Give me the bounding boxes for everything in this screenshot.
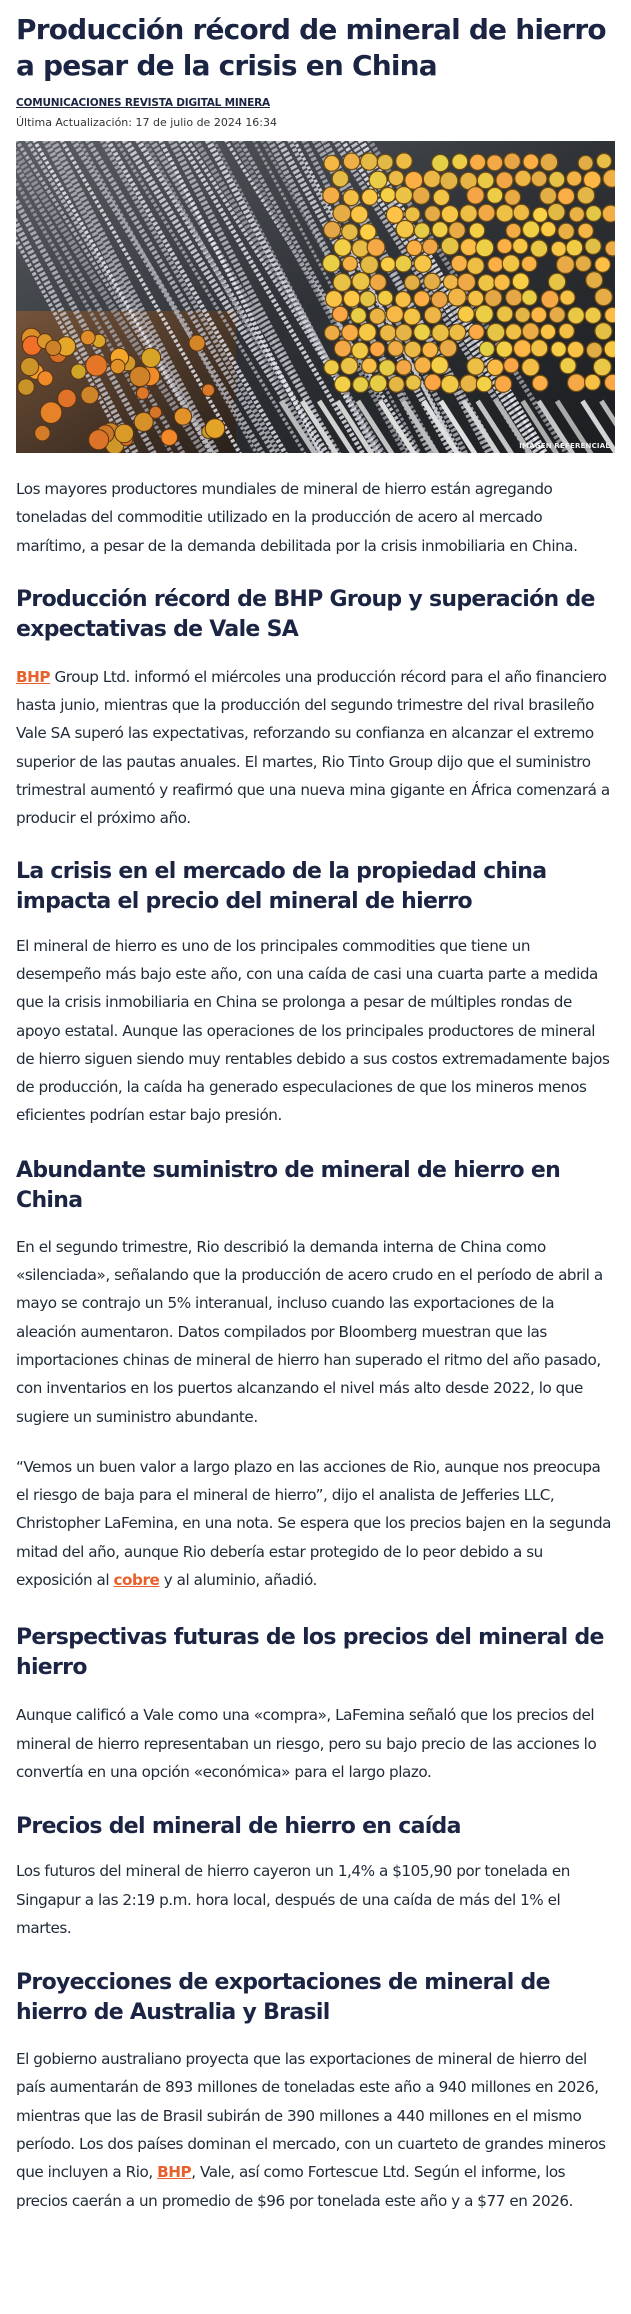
- hero-image-rebar: [16, 141, 615, 453]
- rebar-end: [81, 330, 96, 345]
- rebar-end: [548, 273, 565, 290]
- rebar-end: [111, 359, 125, 373]
- rebar-end: [522, 290, 538, 306]
- rebar-end: [343, 290, 360, 307]
- rebar-end: [174, 408, 191, 425]
- rebar-end: [605, 307, 615, 322]
- rebar-end: [497, 239, 512, 254]
- intro-paragraph: Los mayores productores mundiales de mineral de hierro están agregando toneladas del commoditie utilizado en la producción de acero al mercado marítimo, a pesar de la demanda debilitada por la crisis inmobiliaria en China.: [16, 480, 578, 555]
- rebar-end: [460, 239, 477, 256]
- rebar-end: [351, 308, 367, 324]
- rebar-end: [586, 272, 603, 289]
- rebar-end: [404, 308, 421, 325]
- rebar-end: [533, 207, 548, 222]
- rebar-end: [323, 187, 340, 204]
- rebar-end: [577, 187, 594, 204]
- rebar-end: [326, 291, 343, 308]
- rebar-end: [585, 307, 601, 323]
- rebar-end: [602, 205, 615, 222]
- rebar-end: [595, 257, 611, 273]
- rebar-end: [149, 406, 161, 418]
- rebar-end: [395, 324, 412, 341]
- rebar-end: [441, 237, 459, 255]
- bhp-link[interactable]: BHP: [157, 2163, 192, 2182]
- rebar-end: [448, 288, 466, 306]
- image-caption: IMAGEN REFERENCIAL: [519, 442, 610, 450]
- rebar-end: [540, 324, 555, 339]
- rebar-end: [532, 375, 548, 391]
- rebar-end: [569, 207, 584, 222]
- rebar-end: [504, 358, 519, 373]
- rebar-end: [485, 289, 502, 306]
- rebar-end: [370, 342, 385, 357]
- rebar-end: [451, 255, 467, 271]
- rebar-end: [467, 358, 484, 375]
- rebar-end: [351, 206, 368, 223]
- rebar-end: [506, 223, 521, 238]
- rebar-end: [405, 207, 420, 222]
- rebar-end: [395, 186, 412, 203]
- rebar-end: [360, 224, 376, 240]
- rebar-end: [405, 341, 422, 358]
- rebar-end: [531, 340, 548, 357]
- rebar-end: [567, 374, 585, 392]
- rebar-end: [515, 307, 530, 322]
- article-title: Producción récord de mineral de hierro a pesar de la crisis en China: [16, 13, 606, 82]
- rebar-end: [460, 375, 477, 392]
- rebar-end: [531, 171, 547, 187]
- rebar-end: [379, 360, 395, 376]
- rebar-end: [406, 375, 421, 390]
- rebar-end: [431, 356, 448, 373]
- rebar-end: [358, 323, 376, 341]
- rebar-end: [367, 238, 385, 256]
- rebar-end: [369, 171, 387, 189]
- rebar-end: [522, 221, 539, 238]
- rebar-end: [595, 323, 612, 340]
- rebar-end: [388, 341, 404, 357]
- rebar-end: [512, 273, 529, 290]
- rebar-end: [362, 358, 377, 373]
- rebar-end: [560, 290, 575, 305]
- rebar-end: [424, 307, 441, 324]
- rebar-end: [360, 291, 376, 307]
- rebar-end: [443, 274, 458, 289]
- rebar-end: [35, 425, 50, 440]
- rebar-end: [440, 172, 458, 190]
- rebar-end: [549, 171, 565, 187]
- quote-paragraph: [16, 1453, 615, 1594]
- rebar-end: [556, 256, 574, 274]
- rebar-end: [425, 206, 441, 222]
- rebar-end: [605, 241, 615, 256]
- rebar-end: [551, 241, 566, 256]
- section-heading: Abundante suministro de mineral de hierro en China: [16, 1157, 561, 1213]
- section-paragraph: Aunque calificó a Vale como una «compra», LaFemina señaló que los precios del mineral de hierro representaban un riesgo, pero su bajo precio de las acciones lo convertía en una opción «económica» para el largo plazo.: [16, 1706, 597, 1781]
- rebar-end: [559, 323, 574, 338]
- rebar-end: [415, 357, 431, 373]
- rebar-end: [530, 240, 547, 257]
- rebar-end: [475, 305, 493, 323]
- rebar-end: [422, 239, 437, 254]
- bhp-link[interactable]: BHP: [16, 667, 51, 686]
- paragraph-text: El gobierno australiano proyecta que las exportaciones de mineral de hierro del país aumentarán de 893 millones de toneladas este año a 940 millones en 2026, mientras que las de Brasil subirán de 390 millones a 440 millones en el mismo período. Los dos países dominan el mercado, con un cuarteto de grandes mineros que incluyen a Rio,: [16, 2050, 606, 2182]
- rebar-end: [136, 387, 149, 400]
- rebar-end: [115, 424, 134, 443]
- rebar-end: [86, 355, 107, 376]
- section-paragraph: Los futuros del mineral de hierro cayeron un 1,4% a $105,90 por tonelada en Singapur a las 2:19 p.m. hora local, después de una caída de más del 1% el martes.: [16, 1862, 570, 1937]
- rebar-end: [71, 364, 86, 379]
- rebar-end: [496, 341, 512, 357]
- rebar-end: [370, 274, 386, 290]
- rebar-end: [424, 273, 441, 290]
- updated-date: Última Actualización: 17 de julio de 2024 16:34: [16, 116, 278, 129]
- rebar-end: [496, 172, 513, 189]
- rebar-end: [603, 170, 615, 188]
- rebar-end: [470, 154, 486, 170]
- rebar-end: [467, 187, 484, 204]
- rebar-end: [46, 340, 61, 355]
- rebar-end: [18, 379, 35, 396]
- rebar-end: [413, 187, 430, 204]
- rebar-end: [478, 274, 495, 291]
- rebar-end: [414, 324, 431, 341]
- rebar-end: [505, 189, 521, 205]
- rebar-end: [324, 360, 339, 375]
- rebar-end: [476, 239, 494, 257]
- rebar-end: [324, 221, 341, 238]
- rebar-end: [360, 256, 378, 274]
- rebar-end: [441, 375, 459, 393]
- section-heading: Perspectivas futuras de los precios del mineral de hierro: [16, 1625, 604, 1681]
- rebar-end: [432, 324, 449, 341]
- rebar-end: [496, 204, 513, 221]
- rebar-end: [353, 377, 369, 393]
- rebar-end: [423, 170, 440, 187]
- rebar-end: [432, 222, 448, 238]
- rebar-end: [551, 342, 566, 357]
- rebar-end: [487, 323, 505, 341]
- rebar-end: [476, 376, 492, 392]
- rebar-end: [558, 223, 574, 239]
- rebar-end: [488, 257, 503, 272]
- rebar-end: [40, 402, 62, 424]
- rebar-end: [540, 153, 558, 171]
- rebar-end: [342, 324, 359, 341]
- paragraph-text: , Vale, así como Fortescue Ltd. Según el informe, los precios caerán a un promedio de $96 por tonelada este año y a $77 en 2026.: [16, 2163, 574, 2210]
- rebar-end: [431, 291, 447, 307]
- rebar-end: [605, 374, 615, 390]
- rebar-end: [494, 274, 510, 290]
- rebar-end: [506, 289, 523, 306]
- section-heading: Proyecciones de exportaciones de mineral de hierro de Australia y Brasil: [16, 1970, 550, 2026]
- rebar-end: [487, 187, 503, 203]
- rebar-end: [389, 376, 405, 392]
- rebar-end: [585, 238, 601, 254]
- rebar-end: [352, 272, 370, 290]
- rebar-end: [586, 206, 602, 222]
- rebar-end: [380, 325, 396, 341]
- rebar-end: [333, 204, 351, 222]
- cobre-link[interactable]: cobre: [113, 1571, 160, 1590]
- rebar-end: [514, 340, 532, 358]
- rebar-end: [523, 154, 539, 170]
- rebar-end: [202, 384, 214, 396]
- rebar-end: [586, 342, 602, 358]
- rebar-end: [386, 206, 403, 223]
- rebar-end: [362, 189, 378, 205]
- rebar-end: [378, 290, 393, 305]
- rebar-end: [343, 153, 359, 169]
- rebar-end: [334, 340, 351, 357]
- rebar-end: [595, 288, 613, 306]
- rebar-end: [578, 223, 593, 238]
- rebar-end: [449, 222, 466, 239]
- rebar-end: [477, 172, 494, 189]
- rebar-end: [161, 429, 177, 445]
- rebar-end: [515, 170, 531, 186]
- rebar-end: [380, 257, 395, 272]
- rebar-end: [395, 292, 411, 308]
- rebar-end: [558, 188, 575, 205]
- rebar-end: [333, 274, 351, 292]
- rebar-end: [495, 376, 512, 393]
- rebar-end: [141, 348, 160, 367]
- rebar-end: [189, 335, 205, 351]
- section-paragraph: [16, 2045, 615, 2215]
- rebar-end: [497, 306, 513, 322]
- rebar-end: [560, 358, 576, 374]
- rebar-end: [396, 220, 414, 238]
- rebar-end: [21, 358, 39, 376]
- rebar-end: [334, 239, 351, 256]
- rebar-end: [370, 375, 387, 392]
- rebar-end: [342, 224, 358, 240]
- rebar-end: [460, 205, 477, 222]
- rebar-end: [548, 203, 565, 220]
- rebar-end: [89, 430, 109, 450]
- rebar-end: [414, 291, 430, 307]
- rebar-end: [422, 342, 438, 358]
- rebar-end: [468, 290, 484, 306]
- rebar-end: [549, 307, 565, 323]
- rebar-end: [205, 419, 225, 439]
- rebar-end: [342, 256, 357, 271]
- rebar-end: [578, 155, 593, 170]
- rebar-end: [469, 324, 484, 339]
- rebar-end: [404, 275, 419, 290]
- section-paragraph: En el segundo trimestre, Rio describió la demanda interna de China como «silenciada», señalando que la producción de acero crudo en el período de abril a mayo se contrajo un 5% interanual, incluso cuando las exportaciones de la aleación aumentaron. Datos compilados por Bloomberg muestran que las importaciones chinas de mineral de hierro han superado el ritmo del año pasado, con inventarios en los puertos alcanzando el nivel más alto desde 2022, lo que sugiere un suministro abundante.: [16, 1237, 603, 1426]
- rebar-end: [541, 290, 559, 308]
- rebar-end: [332, 171, 348, 187]
- rebar-end: [521, 256, 537, 272]
- rebar-end: [425, 374, 442, 391]
- rebar-end: [585, 374, 601, 390]
- rebar-end: [340, 357, 357, 374]
- rebar-end: [360, 153, 377, 170]
- rebar-end: [487, 359, 503, 375]
- paragraph-text: “Vemos un buen valor a largo plazo en las acciones de Rio, aunque nos preocupa el riesgo de baja para el mineral de hierro”, dijo el analista de Jefferies LLC, Christopher LaFemina, en una nota. Se espera que los precios bajen en la segunda mitad del año, aunque Rio debería estar protegido de lo peor debido a su exposición al: [16, 1457, 611, 1590]
- rebar-end: [568, 307, 585, 324]
- rebar-end: [440, 339, 457, 356]
- rebar-end: [478, 204, 495, 221]
- rebar-end: [567, 171, 582, 186]
- rebar-end: [467, 257, 484, 274]
- rebar-end: [323, 254, 340, 271]
- rebar-end: [377, 154, 393, 170]
- rebar-end: [407, 240, 423, 256]
- rebar-end: [396, 360, 411, 375]
- rebar-end: [531, 307, 547, 323]
- rebar-end: [380, 187, 395, 202]
- section-heading: La crisis en el mercado de la propiedad china impacta el precio del mineral de hierro: [16, 858, 547, 914]
- rebar-end: [506, 324, 522, 340]
- rebar-illustration: [16, 141, 615, 453]
- rebar-end: [324, 325, 339, 340]
- rebar-end: [540, 187, 557, 204]
- rebar-end: [513, 204, 529, 220]
- rebar-end: [513, 238, 529, 254]
- rebar-end: [81, 386, 99, 404]
- rebar-end: [469, 223, 485, 239]
- section-paragraph: [16, 663, 615, 833]
- rebar-end: [604, 341, 615, 358]
- rebar-end: [324, 155, 340, 171]
- section-heading: Precios del mineral de hierro en caída: [16, 1814, 461, 1840]
- rebar-end: [479, 341, 494, 356]
- rebar-end: [369, 308, 385, 324]
- rebar-end: [395, 255, 412, 272]
- rebar-end: [567, 341, 584, 358]
- section-paragraph: El mineral de hierro es uno de los principales commodities que tiene un desempeño más bajo este año, con una caída de casi una cuarta parte a medida que la crisis inmobiliaria en China se prolonga a pesar de múltiples rondas de apoyo estatal. Aunque las operaciones de los principales productores de mineral de hierro siguen siendo muy rentables debido a sus costos extremadamente bajos de producción, la caída ha generado especulaciones de que los mineros menos eficientes podrían estar bajo presión.: [16, 936, 610, 1125]
- rebar-end: [575, 256, 591, 272]
- rebar-end: [541, 222, 556, 237]
- rebar-end: [332, 306, 348, 322]
- rebar-end: [334, 376, 350, 392]
- rebar-end: [396, 153, 412, 169]
- rebar-end: [38, 371, 53, 386]
- rebar-end: [388, 170, 403, 185]
- rebar-end: [352, 342, 369, 359]
- rebar-end: [458, 306, 474, 322]
- rebar-end: [414, 223, 430, 239]
- rebar-end: [343, 190, 359, 206]
- rebar-end: [432, 154, 449, 171]
- rebar-end: [58, 389, 77, 408]
- paragraph-text: y al aluminio, añadió.: [159, 1571, 317, 1590]
- rebar-end: [566, 239, 583, 256]
- rebar-end: [504, 153, 521, 170]
- rebar-end: [386, 306, 403, 323]
- rebar-end: [596, 154, 611, 169]
- rebar-end: [593, 358, 611, 376]
- rebar-end: [522, 358, 540, 376]
- rebar-end: [502, 255, 519, 272]
- rebar-end: [522, 323, 539, 340]
- rebar-end: [452, 154, 468, 170]
- rebar-end: [487, 155, 503, 171]
- rebar-end: [441, 205, 458, 222]
- rebar-end: [433, 189, 449, 205]
- rebar-end: [449, 324, 466, 341]
- author-link[interactable]: COMUNICACIONES REVISTA DIGITAL MINERA: [16, 97, 270, 109]
- paragraph-text: Group Ltd. informó el miércoles una producción récord para el año financiero hasta junio, mientras que la producción del segundo trimestre del rival brasileño Vale SA superó las expectativas, reforzando su confianza en alcanzar el extremo superior de las pautas anuales. El martes, Rio Tinto Group dijo que el suministro trimestral aumentó y reafirmó que una nueva mina gigante en África comenzará a producir el próximo año.: [16, 667, 610, 828]
- section-heading: Producción récord de BHP Group y superación de expectativas de Vale SA: [16, 586, 595, 642]
- rebar-end: [414, 255, 431, 272]
